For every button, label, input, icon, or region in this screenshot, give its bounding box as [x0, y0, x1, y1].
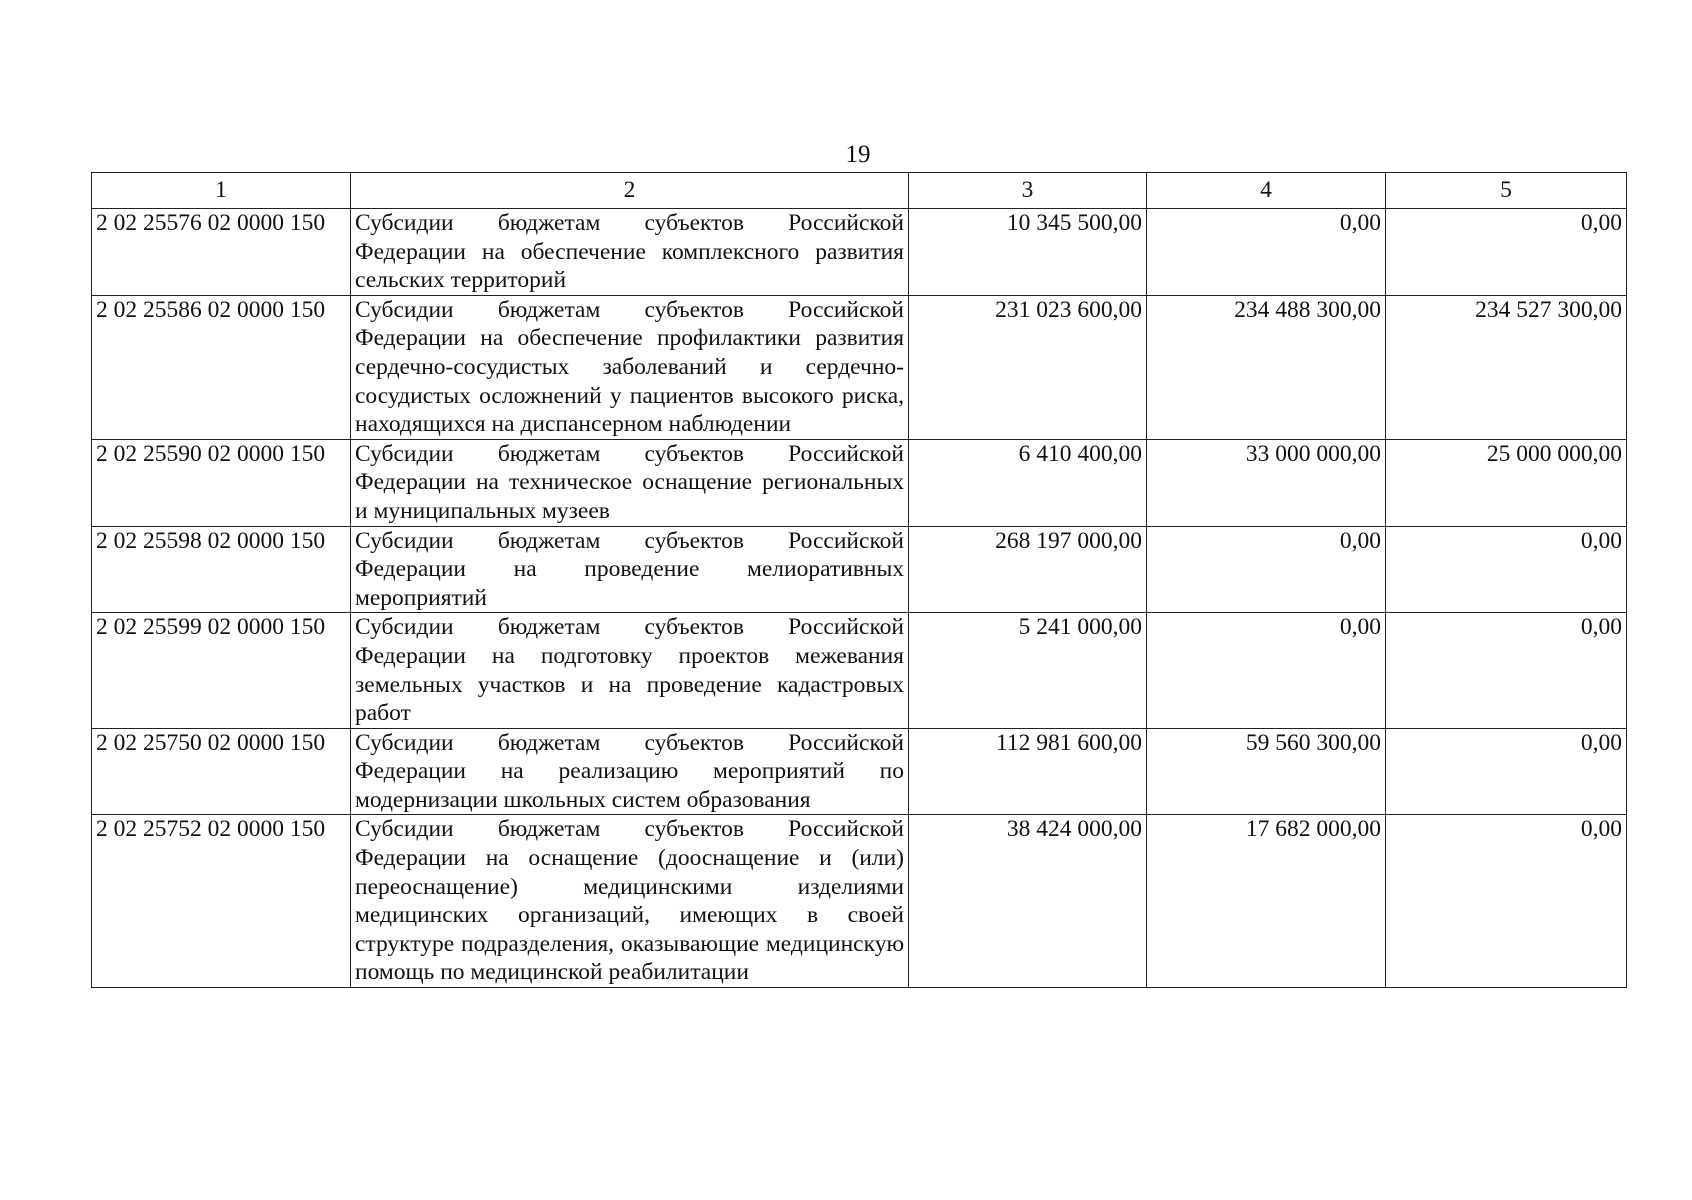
- description-cell: Субсидии бюджетам субъектов Российской Федерации на обеспечение профилактики развития сердечно-сосудистых заболеваний и сердечно-сосудистых осложнений у пациентов высокого риска, находящихся на диспансерном наблюдении: [351, 295, 909, 439]
- table-row: [92, 526, 1627, 613]
- amount-col3-cell: 231 023 600,00: [909, 295, 1147, 439]
- budget-code-cell: 2 02 25576 02 0000 150: [92, 209, 351, 296]
- amount-col5-cell: 234 527 300,00: [1386, 295, 1627, 439]
- amount-col5-cell: 0,00: [1386, 613, 1627, 728]
- amount-col5-cell: 0,00: [1386, 209, 1627, 296]
- description-cell: Субсидии бюджетам субъектов Российской Федерации на оснащение (дооснащение и (или) переоснащение) медицинскими изделиями медицинских организаций, имеющих в своей структуре подразделения, оказывающие медицинскую помощь по медицинской реабилитации: [351, 815, 909, 988]
- amount-col4-cell: 17 682 000,00: [1147, 815, 1386, 988]
- amount-col4-cell: 59 560 300,00: [1147, 728, 1386, 815]
- amount-col3-cell: 112 981 600,00: [909, 728, 1147, 815]
- amount-col3-cell: 10 345 500,00: [909, 209, 1147, 296]
- description-cell: Субсидии бюджетам субъектов Российской Федерации на обеспечение комплексного развития сельских территорий: [351, 209, 909, 296]
- table-row: [92, 613, 1627, 728]
- amount-col3-cell: 6 410 400,00: [909, 439, 1147, 526]
- amount-col4-cell: 0,00: [1147, 613, 1386, 728]
- column-header-5: 5: [1386, 173, 1627, 209]
- column-header-1: 1: [92, 173, 351, 209]
- table-row: [92, 295, 1627, 439]
- description-cell: Субсидии бюджетам субъектов Российской Федерации на техническое оснащение региональных и муниципальных музеев: [351, 439, 909, 526]
- amount-col3-cell: 38 424 000,00: [909, 815, 1147, 988]
- amount-col4-cell: 234 488 300,00: [1147, 295, 1386, 439]
- column-header-2: 2: [351, 173, 909, 209]
- table-row: [92, 728, 1627, 815]
- budget-table: [91, 172, 1627, 988]
- description-cell: Субсидии бюджетам субъектов Российской Федерации на подготовку проектов межевания земельных участков и на проведение кадастровых работ: [351, 613, 909, 728]
- column-header-4: 4: [1147, 173, 1386, 209]
- table-row: [92, 209, 1627, 296]
- description-cell: Субсидии бюджетам субъектов Российской Федерации на проведение мелиоративных мероприятий: [351, 526, 909, 613]
- budget-code-cell: 2 02 25752 02 0000 150: [92, 815, 351, 988]
- amount-col4-cell: 33 000 000,00: [1147, 439, 1386, 526]
- amount-col5-cell: 25 000 000,00: [1386, 439, 1627, 526]
- page-number: 19: [845, 141, 871, 168]
- description-cell: Субсидии бюджетам субъектов Российской Федерации на реализацию мероприятий по модернизации школьных систем образования: [351, 728, 909, 815]
- amount-col5-cell: 0,00: [1386, 526, 1627, 613]
- table-header-row: [92, 173, 1627, 209]
- column-header-3: 3: [909, 173, 1147, 209]
- amount-col5-cell: 0,00: [1386, 728, 1627, 815]
- table-row: [92, 815, 1627, 988]
- budget-code-cell: 2 02 25590 02 0000 150: [92, 439, 351, 526]
- amount-col4-cell: 0,00: [1147, 209, 1386, 296]
- budget-code-cell: 2 02 25750 02 0000 150: [92, 728, 351, 815]
- amount-col3-cell: 268 197 000,00: [909, 526, 1147, 613]
- budget-code-cell: 2 02 25598 02 0000 150: [92, 526, 351, 613]
- amount-col4-cell: 0,00: [1147, 526, 1386, 613]
- budget-code-cell: 2 02 25599 02 0000 150: [92, 613, 351, 728]
- table-body: [92, 173, 1627, 988]
- budget-code-cell: 2 02 25586 02 0000 150: [92, 295, 351, 439]
- table-row: [92, 439, 1627, 526]
- amount-col3-cell: 5 241 000,00: [909, 613, 1147, 728]
- amount-col5-cell: 0,00: [1386, 815, 1627, 988]
